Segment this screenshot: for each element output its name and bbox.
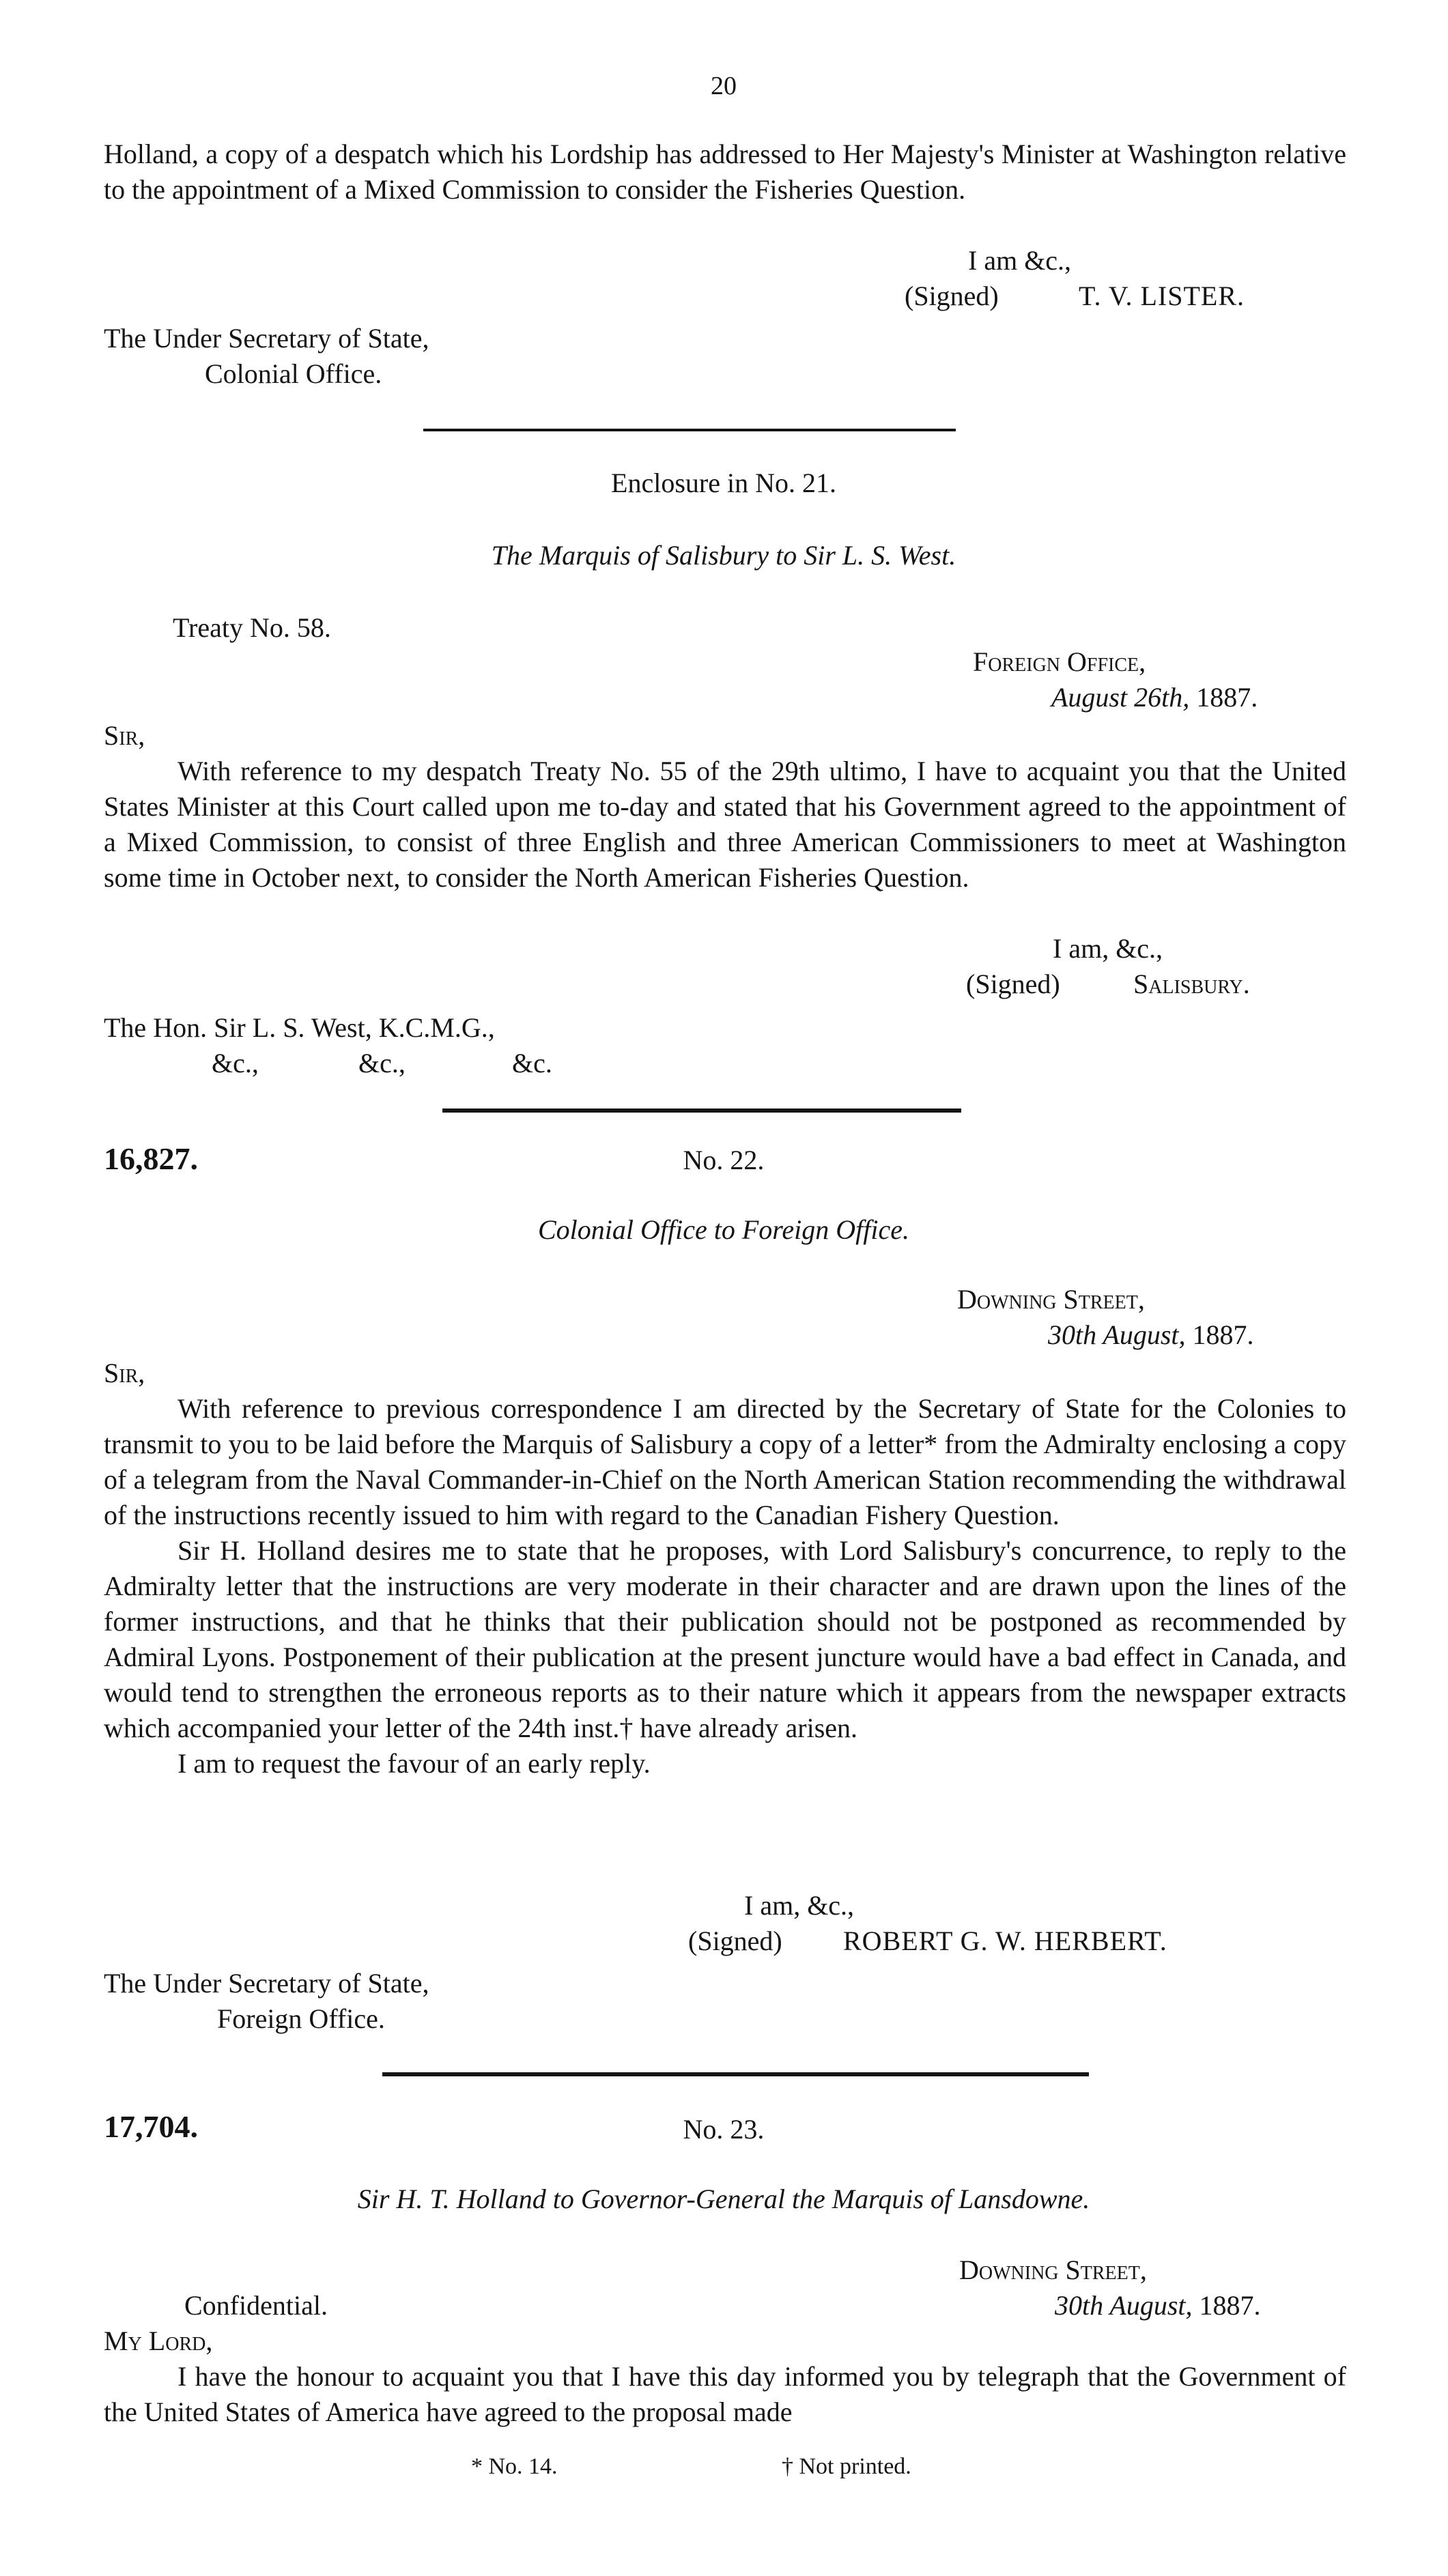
no23-subheading: Sir H. T. Holland to Governor-General the Marquis of Lansdowne. xyxy=(357,2184,1090,2214)
enclosure21-etc1: &c., xyxy=(212,1048,259,1078)
no22-place: Downing Street, xyxy=(957,1284,1145,1315)
no22-addressee-line2: Foreign Office. xyxy=(217,2003,385,2034)
no22-addressee-line1: The Under Secretary of State, xyxy=(104,1968,429,1999)
no22-heading: No. 22. xyxy=(683,1145,765,1175)
enclosure21-body xyxy=(104,754,1346,896)
no23-date xyxy=(1055,2288,1261,2323)
page-number: 20 xyxy=(711,72,737,100)
enclosure21-subheading: The Marquis of Salisbury to Sir L. S. West. xyxy=(491,540,956,571)
no22-date xyxy=(1048,1317,1254,1353)
no23-margin-number: 17,704. xyxy=(104,2109,198,2144)
no23-paragraph: I have the honour to acquaint you that I have this day informed you by telegraph that the Government of the United States of America have agreed to the proposal made xyxy=(104,2361,1346,2427)
no23-place: Downing Street, xyxy=(959,2255,1147,2285)
enclosure21-salutation: Sir, xyxy=(104,720,145,751)
intro-signed-label: (Signed) xyxy=(905,281,999,311)
enclosure21-etc3: &c. xyxy=(512,1048,552,1078)
enclosure21-addressee-line1: The Hon. Sir L. S. West, K.C.M.G., xyxy=(104,1012,495,1043)
enclosure21-ref: Treaty No. 58. xyxy=(173,612,331,643)
enclosure21-date xyxy=(1051,680,1258,715)
separator-rule-3 xyxy=(382,2072,1089,2076)
no23-date-italic: 30th August, xyxy=(1055,2290,1193,2321)
intro-paragraph xyxy=(104,137,1346,207)
no22-salutation: Sir, xyxy=(104,1358,145,1388)
enclosure21-date-year: 1887. xyxy=(1196,682,1258,713)
intro-signatory: T. V. LISTER. xyxy=(1079,281,1245,311)
enclosure21-date-italic: August 26th, xyxy=(1051,682,1190,713)
enclosure21-signed-label: (Signed) xyxy=(966,969,1060,999)
enclosure21-signatory: Salisbury. xyxy=(1133,969,1250,999)
no22-body xyxy=(104,1391,1346,1781)
no22-margin-number: 16,827. xyxy=(104,1141,198,1176)
intro-addressee-line2: Colonial Office. xyxy=(205,358,382,389)
no22-signatory: ROBERT G. W. HERBERT. xyxy=(843,1926,1167,1956)
no23-classification: Confidential. xyxy=(184,2290,328,2321)
enclosure21-closing: I am, &c., xyxy=(1053,933,1163,964)
footnote-2: † Not printed. xyxy=(782,2454,911,2479)
separator-rule-1 xyxy=(423,429,956,431)
no22-paragraph-1: With reference to previous correspondence I am directed by the Secretary of State for the Colonies to transmit to you to be laid before the Marquis of Salisbury a copy of a letter* from the Admiralty enclosing a copy of a telegram from the Naval Commander-in-Chief on the North American Station recommending the withdrawal of the instructions recently issued to him with regard to the Canadian Fishery Question. xyxy=(104,1393,1346,1530)
no23-salutation: My Lord, xyxy=(104,2325,213,2356)
no23-body xyxy=(104,2359,1346,2430)
enclosure21-paragraph: With reference to my despatch Treaty No. 55 of the 29th ultimo, I have to acquaint you that the United States Minister at this Court called upon me to-day and stated that his Government agreed to the appointment of a Mixed Commission, to consist of three English and three American Commissioners to meet at Washington some time in October next, to consider the North American Fisheries Question. xyxy=(104,756,1346,893)
enclosure21-place: Foreign Office, xyxy=(973,646,1146,677)
no22-date-year: 1887. xyxy=(1192,1319,1254,1350)
no22-subheading: Colonial Office to Foreign Office. xyxy=(538,1214,909,1245)
enclosure21-etc2: &c., xyxy=(358,1048,406,1078)
no23-heading: No. 23. xyxy=(683,2114,765,2145)
no22-signed-label: (Signed) xyxy=(688,1926,782,1956)
intro-paragraph-text: Holland, a copy of a despatch which his Lordship has addressed to Her Majesty's Minister at Washington relative to the appointment of a Mixed Commission to consider the Fisheries Question. xyxy=(104,139,1346,205)
no22-date-italic: 30th August, xyxy=(1048,1319,1186,1350)
intro-addressee-line1: The Under Secretary of State, xyxy=(104,323,429,354)
no22-paragraph-3: I am to request the favour of an early reply. xyxy=(178,1748,651,1779)
no23-date-year: 1887. xyxy=(1199,2290,1261,2321)
no22-closing: I am, &c., xyxy=(744,1890,855,1921)
enclosure21-heading: Enclosure in No. 21. xyxy=(611,468,836,498)
separator-rule-2 xyxy=(442,1108,961,1113)
footnote-1: * No. 14. xyxy=(471,2454,558,2479)
no22-paragraph-2: Sir H. Holland desires me to state that he proposes, with Lord Salisbury's concurrence, to reply to the Admiralty letter that the instructions are very moderate in their character and are drawn upon the lines of the former instructions, and that he thinks that their publication should not be postponed as recommended by Admiral Lyons. Postponement of their publication at the present juncture would have a bad effect in Canada, and would tend to strengthen the erroneous reports as to their nature which it appears from the newspaper extracts which accompanied your letter of the 24th inst.† have already arisen. xyxy=(104,1535,1346,1743)
intro-closing: I am &c., xyxy=(968,245,1072,276)
